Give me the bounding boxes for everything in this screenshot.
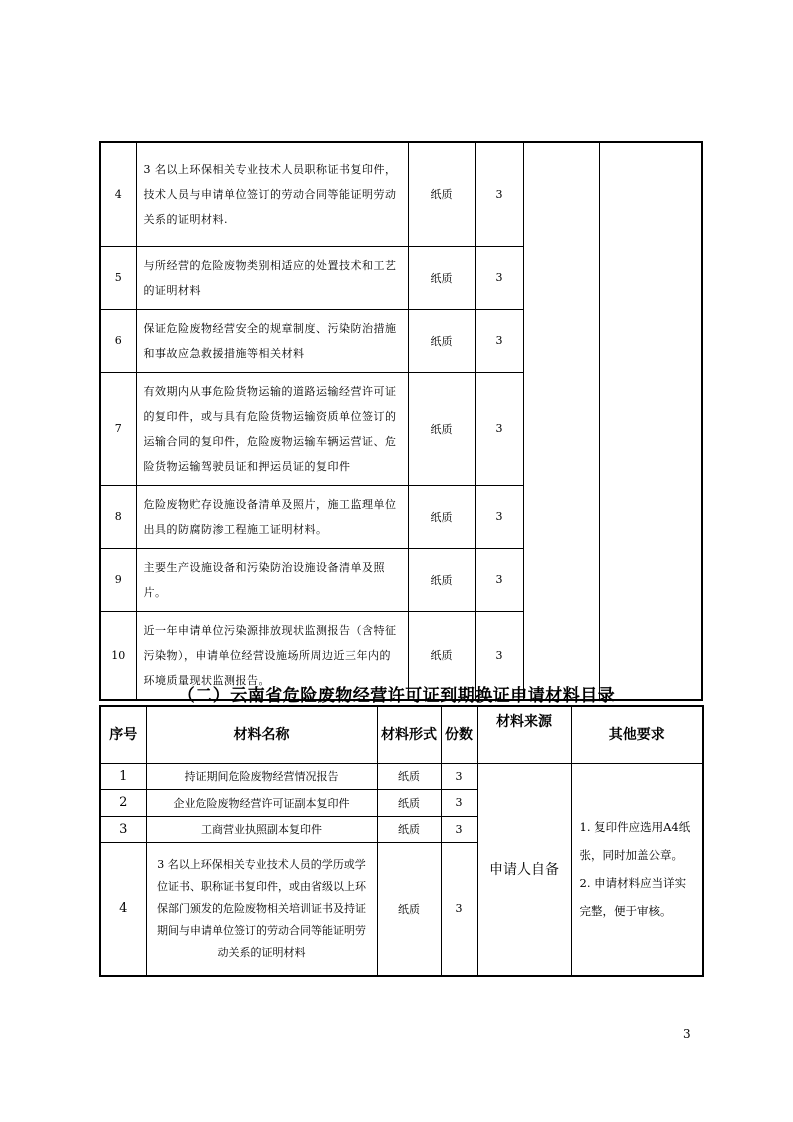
copies: 3 — [475, 548, 523, 611]
material-form: 纸质 — [377, 763, 441, 789]
copies: 3 — [441, 842, 477, 976]
other-requirements — [571, 763, 703, 976]
other-requirements-cell — [599, 142, 702, 700]
requirement-1: 1. 复印件应选用A4纸张，同时加盖公章。 — [579, 820, 691, 863]
material-form: 纸质 — [408, 372, 475, 485]
section-title: （二）云南省危险废物经营许可证到期换证申请材料目录 — [177, 686, 616, 706]
material-source: 申请人自备 — [477, 763, 571, 976]
copies: 3 — [475, 611, 523, 700]
materials-table-continued — [99, 141, 703, 701]
header-material-name: 材料名称 — [146, 706, 377, 763]
row-number: 9 — [100, 548, 136, 611]
material-name: 工商营业执照副本复印件 — [146, 816, 377, 842]
row-number: 8 — [100, 485, 136, 548]
material-form: 纸质 — [377, 816, 441, 842]
material-form: 纸质 — [408, 548, 475, 611]
row-number: 4 — [100, 142, 136, 246]
material-name: 企业危险废物经营许可证副本复印件 — [146, 789, 377, 816]
row-number: 2 — [100, 789, 146, 816]
material-name: 近一年申请单位污染源排放现状监测报告（含特征污染物），申请单位经营设施场所周边近三年内的环境质量现状监测报告。 — [136, 611, 408, 700]
material-name: 3 名以上环保相关专业技术人员的学历或学位证书、职称证书复印件，或由省级以上环保部门颁发的危险废物相关培训证书及持证期间与申请单位签订的劳动合同等能证明劳动关系的证明材料 — [146, 842, 377, 976]
page-number: 3 — [683, 1027, 691, 1041]
row-number: 3 — [100, 816, 146, 842]
source-cell — [523, 142, 599, 700]
copies: 3 — [475, 309, 523, 372]
header-other-requirements: 其他要求 — [571, 706, 703, 763]
copies: 3 — [475, 485, 523, 548]
material-form: 纸质 — [408, 246, 475, 309]
header-number: 序号 — [100, 706, 146, 763]
material-name: 主要生产设施设备和污染防治设施设备清单及照片。 — [136, 548, 408, 611]
row-number: 6 — [100, 309, 136, 372]
renewal-materials-table — [99, 705, 704, 977]
material-name: 与所经营的危险废物类别相适应的处置技术和工艺的证明材料 — [136, 246, 408, 309]
material-form: 纸质 — [377, 789, 441, 816]
header-copies: 份数 — [441, 706, 477, 763]
table-row — [100, 142, 702, 246]
row-number: 1 — [100, 763, 146, 789]
material-name: 有效期内从事危险货物运输的道路运输经营许可证的复印件，或与具有危险货物运输资质单位签订的运输合同的复印件，危险废物运输车辆运营证、危险货物运输驾驶员证和押运员证的复印件 — [136, 372, 408, 485]
copies: 3 — [475, 372, 523, 485]
material-form: 纸质 — [408, 142, 475, 246]
row-number: 10 — [100, 611, 136, 700]
material-form: 纸质 — [408, 611, 475, 700]
header-source: 材料来源 — [477, 706, 571, 763]
copies: 3 — [441, 816, 477, 842]
material-name: 保证危险废物经营安全的规章制度、污染防治措施和事故应急救援措施等相关材料 — [136, 309, 408, 372]
requirement-2: 2. 申请材料应当详实完整，便于审核。 — [579, 876, 687, 919]
material-name: 危险废物贮存设施设备清单及照片，施工监理单位出具的防腐防渗工程施工证明材料。 — [136, 485, 408, 548]
row-number: 4 — [100, 842, 146, 976]
material-form: 纸质 — [408, 309, 475, 372]
row-number: 7 — [100, 372, 136, 485]
material-form: 纸质 — [408, 485, 475, 548]
material-name: 持证期间危险废物经营情况报告 — [146, 763, 377, 789]
row-number: 5 — [100, 246, 136, 309]
copies: 3 — [475, 142, 523, 246]
copies: 3 — [441, 789, 477, 816]
header-row — [100, 706, 703, 763]
table-row — [100, 763, 703, 789]
copies: 3 — [441, 763, 477, 789]
material-name: 3 名以上环保相关专业技术人员职称证书复印件，技术人员与申请单位签订的劳动合同等能证明劳动关系的证明材料. — [136, 142, 408, 246]
header-form: 材料形式 — [377, 706, 441, 763]
material-form: 纸质 — [377, 842, 441, 976]
copies: 3 — [475, 246, 523, 309]
